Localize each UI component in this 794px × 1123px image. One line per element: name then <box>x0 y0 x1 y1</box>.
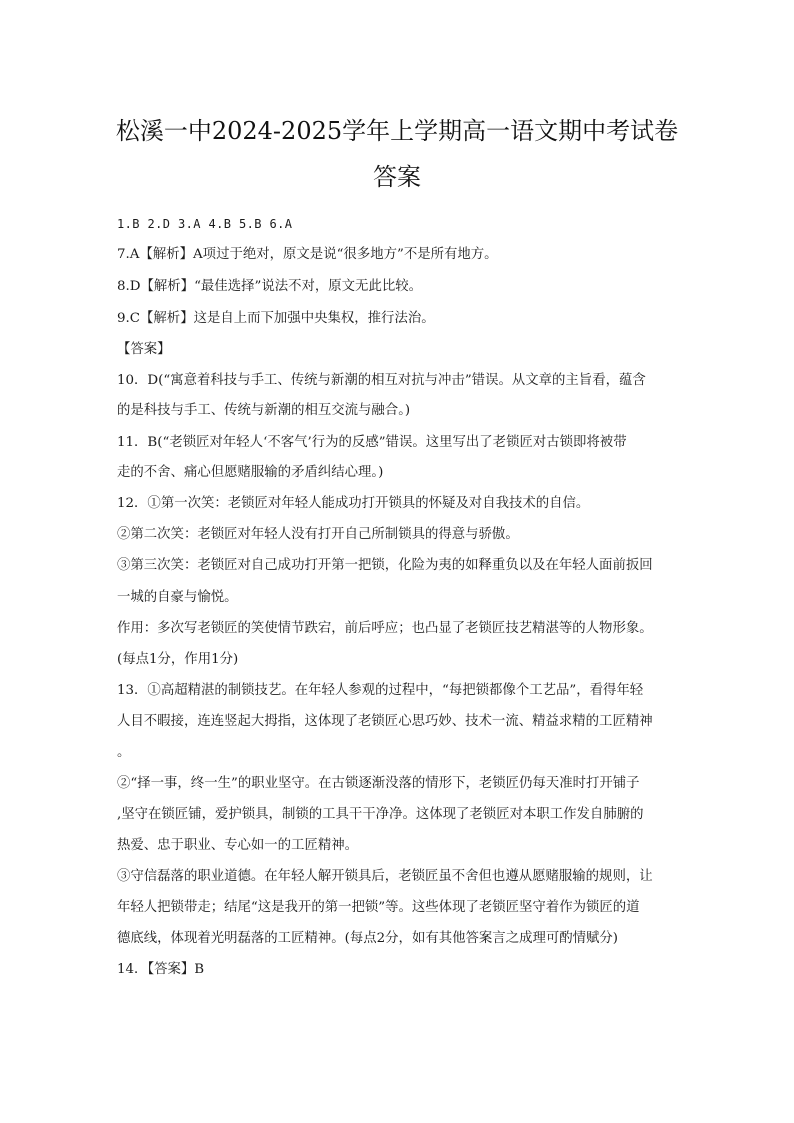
answer-line-q13-2b: ,坚守在锁匠铺，爱护锁具，制锁的工具干干净净。这体现了老锁匠对本职工作发自肺腑的 <box>117 807 644 822</box>
answer-line-q13-2a: ②“择一事，终一生”的职业坚守。在古锁逐渐没落的情形下，老锁匠仍每天准时打开铺子 <box>117 776 640 791</box>
answer-line-q13-1b: 人目不暇接，连连竖起大拇指，这体现了老锁匠心思巧妙、技术一流、精益求精的工匠精神 <box>117 714 653 729</box>
answer-line-q13-1c: 。 <box>117 745 131 760</box>
answer-line-q10-a: 10．D(“寓意着科技与手工、传统与新潮的相互对抗与冲击”错误。从文章的主旨看，蕴含 <box>117 373 646 388</box>
answer-line-q11-a: 11．B(“老锁匠对年轻人‘不客气’行为的反感”错误。这里写出了老锁匠对古锁即将被带 <box>117 435 627 450</box>
answer-line-q13-3a: ③守信磊落的职业道德。在年轻人解开锁具后，老锁匠虽不舍但也遵从愿赌服输的规则，让 <box>117 869 653 884</box>
answer-line-q11-b: 走的不舍、痛心但愿赌服输的矛盾纠结心理。) <box>117 465 384 480</box>
answer-line-q13-3b: 年轻人把锁带走；结尾“这是我开的第一把锁”等。这些体现了老锁匠坚守着作为锁匠的道 <box>117 900 640 915</box>
answer-line-q12-effect: 作用：多次写老锁匠的笑使情节跌宕，前后呼应；也凸显了老锁匠技艺精湛等的人物形象。 <box>117 621 653 636</box>
answer-line-q13-3c: 德底线，体现着光明磊落的工匠精神。(每点2分，如有其他答案言之成理可酌情赋分) <box>117 931 619 946</box>
answer-line-q13-1a: 13．①高超精湛的制锁技艺。在年轻人参观的过程中，“每把锁都像个工艺品”，看得年轻 <box>117 683 644 698</box>
answer-line-mcq-1-6: 1.B 2.D 3.A 4.B 5.B 6.A <box>117 217 293 231</box>
answer-line-q8: 8.D【解析】“最佳选择”说法不对，原文无此比较。 <box>117 279 423 294</box>
answer-line-q9: 9.C【解析】这是自上而下加强中央集权，推行法治。 <box>117 311 435 326</box>
answer-heading: 【答案】 <box>117 342 171 357</box>
answer-line-q12-3a: ③第三次笑：老锁匠对自己成功打开第一把锁，化险为夷的如释重负以及在年轻人面前扳回 <box>117 558 653 573</box>
document-title: 松溪一中2024-2025学年上学期高一语文期中考试卷 <box>115 117 679 145</box>
answer-line-q14: 14．【答案】B <box>117 962 205 977</box>
answer-line-q12-2: ②第二次笑：老锁匠对年轻人没有打开自己所制锁具的得意与骄傲。 <box>117 527 519 542</box>
answer-line-q12-3b: 一城的自豪与愉悦。 <box>117 590 238 605</box>
answer-line-q7: 7.A【解析】A项过于绝对，原文是说“很多地方”不是所有地方。 <box>117 247 498 262</box>
answer-line-q12-1: 12．①第一次笑：老锁匠对年轻人能成功打开锁具的怀疑及对自我技术的自信。 <box>117 496 590 511</box>
answer-line-q10-b: 的是科技与手工、传统与新潮的相互交流与融合。) <box>117 403 411 418</box>
document-subtitle: 答案 <box>373 163 421 191</box>
answer-line-q12-scoring: (每点1分，作用1分) <box>117 652 239 667</box>
answer-line-q13-2c: 热爱、忠于职业、专心如一的工匠精神。 <box>117 838 359 853</box>
